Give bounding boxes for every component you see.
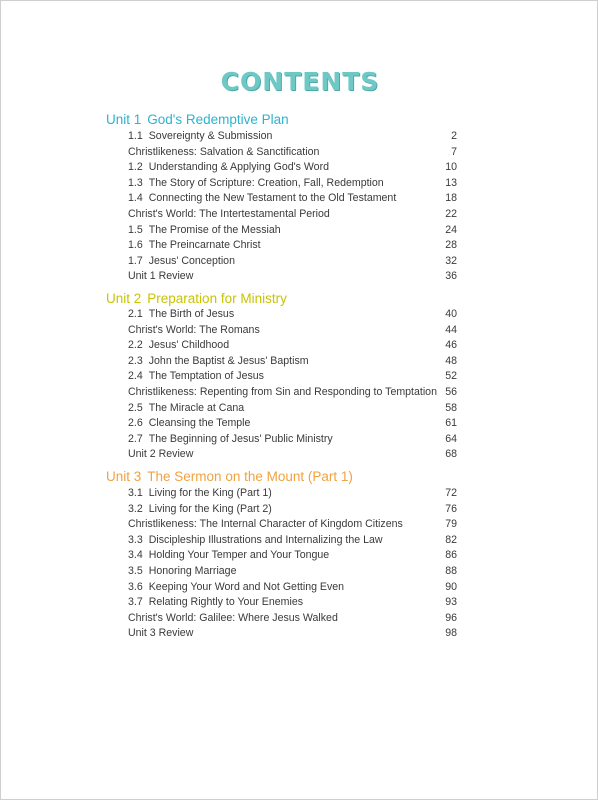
entry-title: The Temptation of Jesus xyxy=(148,370,264,383)
lesson-number: 3.6 xyxy=(128,580,143,593)
entry-title: Christ's World: The Romans xyxy=(128,323,260,336)
toc-entry xyxy=(1,191,598,207)
entry-label xyxy=(128,145,319,161)
lesson-number: 1.1 xyxy=(128,130,143,142)
toc-entry xyxy=(1,269,598,285)
entry-title: Unit 2 Review xyxy=(128,448,194,461)
page-number: 72 xyxy=(445,487,457,499)
page-number: 40 xyxy=(445,308,457,320)
lesson-number: 2.1 xyxy=(128,308,143,320)
entry-title: Jesus' Conception xyxy=(148,254,235,267)
lesson-number: 1.6 xyxy=(128,239,143,252)
unit-heading xyxy=(106,111,289,129)
toc-entry xyxy=(1,385,598,401)
entry-label xyxy=(128,191,396,207)
entry-label xyxy=(128,323,260,339)
entry-title: The Beginning of Jesus' Public Ministry xyxy=(148,432,333,445)
lesson-number: 2.2 xyxy=(128,339,143,352)
entry-label xyxy=(128,176,384,192)
entry-title: Living for the King (Part 2) xyxy=(148,502,272,515)
page-number: 58 xyxy=(445,401,457,414)
entry-label xyxy=(128,223,281,239)
page-title: CONTENTS xyxy=(220,67,380,96)
entry-label xyxy=(128,626,193,642)
page-number: 46 xyxy=(445,339,457,352)
toc-entry xyxy=(1,223,598,239)
entry-label xyxy=(128,338,229,354)
entry-title: Holding Your Temper and Your Tongue xyxy=(148,549,330,562)
entry-label xyxy=(128,385,437,401)
page-number: 76 xyxy=(445,502,457,515)
toc-entry xyxy=(1,323,598,339)
lesson-number: 2.7 xyxy=(128,432,143,445)
page-number: 22 xyxy=(445,208,457,220)
page-number: 82 xyxy=(445,533,457,546)
page-number: 2 xyxy=(451,130,457,142)
lesson-number: 3.7 xyxy=(128,596,143,609)
page-number: 52 xyxy=(445,370,457,383)
lesson-number: 1.3 xyxy=(128,176,143,189)
entry-title: Cleansing the Temple xyxy=(148,417,251,430)
unit-number: Unit 2 xyxy=(106,291,142,306)
unit-number: Unit 1 xyxy=(106,112,142,127)
entry-label xyxy=(128,254,235,270)
entry-label xyxy=(128,595,303,611)
toc-entry xyxy=(1,548,598,564)
toc-entry xyxy=(1,338,598,354)
page-number: 44 xyxy=(445,323,457,336)
entry-title: The Birth of Jesus xyxy=(148,308,235,320)
entry-label xyxy=(128,611,338,627)
page-number: 86 xyxy=(445,549,457,562)
toc-entry xyxy=(1,447,598,463)
page-number: 93 xyxy=(445,596,457,609)
entry-title: Relating Rightly to Your Enemies xyxy=(148,596,304,609)
entry-title: Christlikeness: Repenting from Sin and Responding to Temptation xyxy=(128,386,437,398)
entry-title: Understanding & Applying God's Word xyxy=(148,161,329,174)
entry-label xyxy=(128,564,236,580)
entry-title: Sovereignty & Submission xyxy=(148,130,273,142)
lesson-number: 2.6 xyxy=(128,417,143,430)
page-number: 36 xyxy=(445,270,457,283)
entry-label xyxy=(128,307,234,323)
entry-label xyxy=(128,502,272,518)
entry-label xyxy=(128,517,403,533)
unit-title: The Sermon on the Mount (Part 1) xyxy=(147,469,353,484)
entry-label xyxy=(128,533,383,549)
toc-entry xyxy=(1,533,598,549)
toc-entry xyxy=(1,129,598,145)
page-number: 96 xyxy=(445,611,457,624)
lesson-number: 1.5 xyxy=(128,223,143,236)
lesson-number: 2.3 xyxy=(128,354,143,367)
lesson-number: 3.5 xyxy=(128,565,143,577)
entry-title: Jesus' Childhood xyxy=(148,339,230,352)
lesson-number: 2.4 xyxy=(128,370,143,383)
page-number: 7 xyxy=(451,145,457,158)
toc-entry xyxy=(1,160,598,176)
page-number: 64 xyxy=(445,432,457,445)
entry-title: The Story of Scripture: Creation, Fall, Redemption xyxy=(148,176,384,189)
entry-label xyxy=(128,447,193,463)
entry-label xyxy=(128,207,330,223)
lesson-number: 2.5 xyxy=(128,401,143,414)
entry-title: Unit 1 Review xyxy=(128,270,194,283)
entry-title: Unit 3 Review xyxy=(128,627,194,640)
lesson-number: 3.1 xyxy=(128,487,143,499)
page-number: 13 xyxy=(445,176,457,189)
toc-entry xyxy=(1,176,598,192)
unit-title: Preparation for Ministry xyxy=(147,291,287,306)
entry-label xyxy=(128,548,329,564)
toc-entry xyxy=(1,626,598,642)
entry-title: Christlikeness: Salvation & Sanctification xyxy=(128,145,320,158)
entry-title: Christlikeness: The Internal Character of Kingdom Citizens xyxy=(128,518,403,531)
entry-title: Honoring Marriage xyxy=(148,565,237,577)
entry-title: Christ's World: The Intertestamental Period xyxy=(128,208,330,220)
entry-label xyxy=(128,269,193,285)
unit-number: Unit 3 xyxy=(106,469,142,484)
page-number: 10 xyxy=(445,161,457,174)
entry-title: Christ's World: Galilee: Where Jesus Walked xyxy=(128,611,338,624)
toc-entry xyxy=(1,611,598,627)
page-number: 90 xyxy=(445,580,457,593)
entry-label xyxy=(128,432,333,448)
lesson-number: 3.4 xyxy=(128,549,143,562)
page-number: 24 xyxy=(445,223,457,236)
lesson-number: 3.3 xyxy=(128,533,143,546)
toc-entry xyxy=(1,502,598,518)
toc-entry xyxy=(1,580,598,596)
entry-label xyxy=(128,160,329,176)
entry-title: Discipleship Illustrations and Internalizing the Law xyxy=(148,533,383,546)
entry-label xyxy=(128,416,250,432)
toc-entry xyxy=(1,238,598,254)
toc-entry xyxy=(1,517,598,533)
entry-title: Living for the King (Part 1) xyxy=(148,487,272,499)
toc-entry xyxy=(1,416,598,432)
entry-title: John the Baptist & Jesus' Baptism xyxy=(148,354,309,367)
entry-title: The Promise of the Messiah xyxy=(148,223,281,236)
toc-entry xyxy=(1,369,598,385)
page-number: 28 xyxy=(445,239,457,252)
entry-label xyxy=(128,238,261,254)
toc-entry xyxy=(1,401,598,417)
entry-title: The Miracle at Cana xyxy=(148,401,245,414)
entry-title: The Preincarnate Christ xyxy=(148,239,261,252)
page-number: 88 xyxy=(445,565,457,577)
toc-entry xyxy=(1,564,598,580)
lesson-number: 3.2 xyxy=(128,502,143,515)
lesson-number: 1.4 xyxy=(128,192,143,205)
entry-label xyxy=(128,486,272,502)
entry-label xyxy=(128,401,244,417)
toc-entry xyxy=(1,595,598,611)
toc-entry xyxy=(1,307,598,323)
entry-title: Keeping Your Word and Not Getting Even xyxy=(148,580,345,593)
entry-label xyxy=(128,354,309,370)
toc-entry xyxy=(1,432,598,448)
lesson-number: 1.2 xyxy=(128,161,143,174)
page-number: 61 xyxy=(445,417,457,430)
entry-label xyxy=(128,129,272,145)
toc-entry xyxy=(1,254,598,270)
lesson-number: 1.7 xyxy=(128,254,143,267)
toc-entry xyxy=(1,486,598,502)
page-number: 48 xyxy=(445,354,457,367)
unit-heading xyxy=(106,468,353,486)
unit-title: God's Redemptive Plan xyxy=(147,112,289,127)
toc-entry xyxy=(1,354,598,370)
page-number: 79 xyxy=(445,518,457,531)
page-number: 68 xyxy=(445,448,457,461)
entry-label xyxy=(128,369,264,385)
page-number: 56 xyxy=(445,386,457,398)
page-number: 18 xyxy=(445,192,457,205)
toc-entry xyxy=(1,207,598,223)
entry-title: Connecting the New Testament to the Old Testament xyxy=(148,192,397,205)
page-number: 32 xyxy=(445,254,457,267)
unit-heading xyxy=(106,290,287,308)
entry-label xyxy=(128,580,344,596)
toc-entry xyxy=(1,145,598,161)
page-number: 98 xyxy=(445,627,457,640)
